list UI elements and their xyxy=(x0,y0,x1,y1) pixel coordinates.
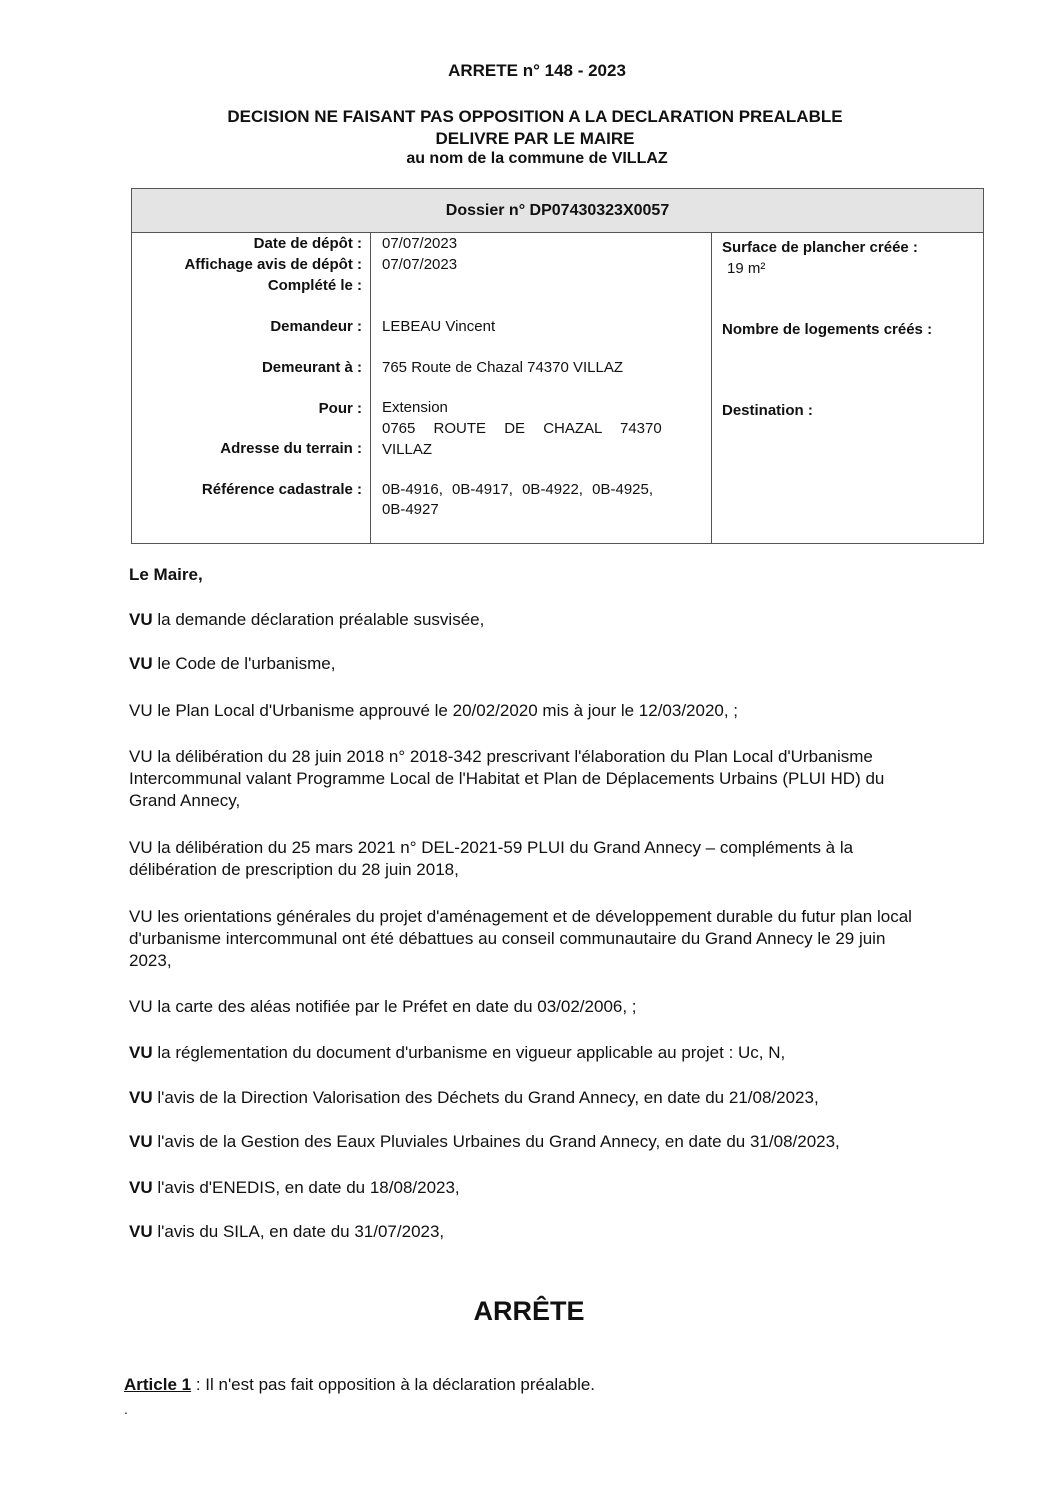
label-complete: Complété le : xyxy=(267,277,362,294)
vu-item xyxy=(129,653,939,675)
label-surface: Surface de plancher créée : xyxy=(722,239,918,256)
vu-item xyxy=(129,1177,939,1199)
vu-keyword: VU xyxy=(129,1222,153,1241)
value-adresse-line-1: 0765 ROUTE DE CHAZAL 74370 xyxy=(382,420,662,437)
vu-item xyxy=(129,1221,939,1243)
vu-item xyxy=(129,1087,949,1109)
vu-item xyxy=(129,996,939,1018)
vu-keyword: VU xyxy=(129,654,153,673)
label-reference: Référence cadastrale : xyxy=(201,481,362,498)
label-logements: Nombre de logements créés : xyxy=(722,321,933,338)
arrete-heading: ARRÊTE xyxy=(473,1296,585,1326)
vu-text: la carte des aléas notifiée par le Préfet en date du 03/02/2006, ; xyxy=(157,997,637,1016)
article-1-text: : Il n'est pas fait opposition à la déclaration préalable. xyxy=(191,1375,596,1394)
article-1 xyxy=(124,1375,595,1395)
value-demeurant: 765 Route de Chazal 74370 VILLAZ xyxy=(382,359,624,376)
column-divider-1 xyxy=(370,233,371,543)
value-affichage: 07/07/2023 xyxy=(382,256,458,273)
vu-keyword: VU xyxy=(129,1132,153,1151)
vu-item xyxy=(129,609,939,631)
vu-keyword: VU xyxy=(129,1178,153,1197)
value-adresse-line-2: VILLAZ xyxy=(382,441,433,458)
vu-keyword-plain: VU xyxy=(129,838,153,857)
vu-keyword-plain: VU xyxy=(129,997,153,1016)
trailing-dot: . xyxy=(124,1401,128,1417)
vu-item xyxy=(129,837,929,881)
value-date-depot: 07/07/2023 xyxy=(382,235,458,252)
value-demandeur: LEBEAU Vincent xyxy=(382,318,496,335)
vu-text: la délibération du 25 mars 2021 n° DEL-2021-59 PLUI du Grand Annecy – compléments à la délibération de prescription du 28 juin 2018, xyxy=(129,838,854,879)
value-surface: 19 m² xyxy=(727,260,766,277)
vu-text: la délibération du 28 juin 2018 n° 2018-342 prescrivant l'élaboration du Plan Local d'Urbanisme Intercommunal valant Programme Local de l'Habitat et Plan de Déplacements Urbains (PLUI HD) du Grand Annecy, xyxy=(129,747,885,810)
vu-keyword: VU xyxy=(129,1088,153,1107)
decision-line-1: DECISION NE FAISANT PAS OPPOSITION A LA DECLARATION PREALABLE xyxy=(227,107,843,126)
vu-item xyxy=(129,746,919,812)
vu-text: le Plan Local d'Urbanisme approuvé le 20/02/2020 mis à jour le 12/03/2020, ; xyxy=(157,701,739,720)
dossier-number: Dossier n° DP07430323X0057 xyxy=(445,202,670,219)
label-date-depot: Date de dépôt : xyxy=(253,235,362,252)
label-demandeur: Demandeur : xyxy=(270,318,362,335)
label-destination: Destination : xyxy=(722,402,813,419)
vu-text: l'avis du SILA, en date du 31/07/2023, xyxy=(157,1222,445,1241)
decision-line-2: DELIVRE PAR LE MAIRE xyxy=(435,129,635,148)
vu-text: l'avis de la Gestion des Eaux Pluviales Urbaines du Grand Annecy, en date du 31/08/2023, xyxy=(157,1132,840,1151)
vu-keyword: VU xyxy=(129,610,153,629)
value-reference-line-2: 0B-4927 xyxy=(382,501,439,518)
label-pour: Pour : xyxy=(318,400,362,417)
vu-keyword-plain: VU xyxy=(129,747,153,766)
vu-text: la réglementation du document d'urbanisme en vigueur applicable au projet : Uc, N, xyxy=(157,1043,786,1062)
commune-line: au nom de la commune de VILLAZ xyxy=(406,150,668,167)
label-adresse: Adresse du terrain : xyxy=(220,440,362,457)
decision-heading xyxy=(6,106,1058,150)
vu-item xyxy=(129,906,919,972)
vu-item xyxy=(129,1042,939,1064)
vu-keyword: VU xyxy=(129,1043,153,1062)
dossier-header xyxy=(132,189,983,233)
vu-item xyxy=(129,1131,949,1153)
vu-text: la demande déclaration préalable susvisée, xyxy=(157,610,485,629)
vu-text: le Code de l'urbanisme, xyxy=(157,654,336,673)
vu-text: l'avis de la Direction Valorisation des Déchets du Grand Annecy, en date du 21/08/2023, xyxy=(157,1088,819,1107)
vu-item xyxy=(129,700,939,722)
article-1-label: Article 1 xyxy=(124,1375,192,1394)
label-affichage: Affichage avis de dépôt : xyxy=(184,256,362,273)
label-demeurant: Demeurant à : xyxy=(261,359,362,376)
salutation: Le Maire, xyxy=(129,565,203,584)
value-pour: Extension xyxy=(382,399,448,416)
vu-text: l'avis d'ENEDIS, en date du 18/08/2023, xyxy=(157,1178,460,1197)
vu-keyword-plain: VU xyxy=(129,907,153,926)
arrete-title: ARRETE n° 148 - 2023 xyxy=(448,61,626,80)
dossier-box xyxy=(131,188,984,544)
vu-text: les orientations générales du projet d'aménagement et de développement durable du futur plan local d'urbanisme intercommunal ont été débattues au conseil communautaire du Grand Annecy le 29 juin 2023, xyxy=(129,907,912,970)
value-reference-line-1: 0B-4916, 0B-4917, 0B-4922, 0B-4925, xyxy=(382,481,654,498)
column-divider-2 xyxy=(711,233,712,543)
vu-keyword-plain: VU xyxy=(129,701,153,720)
